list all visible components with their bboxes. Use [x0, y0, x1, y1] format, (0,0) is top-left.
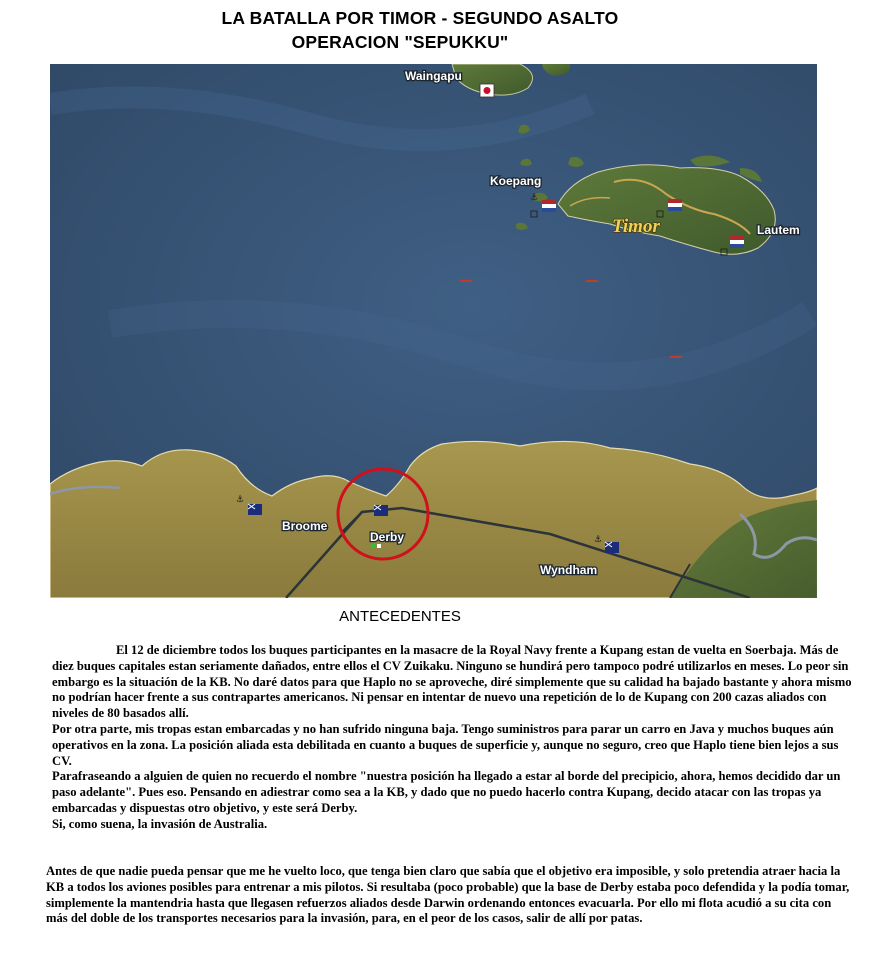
- paragraph: Por otra parte, mis tropas estan embarcadas y no han sufrido ninguna baja. Tengo suministros para parar un carro en Java y muchos buques aún operativos en la zona. La posición aliada esta debilitada en cuanto a buques de superficie y, aunque no seguro, creo que Haplo tiene bien lejos a sus CV.: [52, 721, 839, 768]
- netherlands-flag-koepang: [542, 200, 556, 212]
- document-title: LA BATALLA POR TIMOR - SEGUNDO ASALTO: [221, 8, 619, 28]
- paragraph: Si, como suena, la invasión de Australia.: [52, 816, 268, 831]
- label-derby: Derby: [370, 530, 405, 544]
- port-icon: ⚓: [594, 535, 603, 545]
- australia-flag-derby: [374, 505, 388, 516]
- paragraph: Antes de que nadie pueda pensar que me he vuelto loco, que tenga bien claro que sabía que el objetivo era imposible, y solo pretendia atraer hacia la KB a todos los aviones posibles para entrenar a mis pilotos. Si resultaba (poco probable) que la base de Derby estaba poco defendida y la podía tomar, simplemente la mantendria hasta que llegasen refuerzos aliados desde Darwin ordenando entonces evacuarla. Por ello mi flota acudió a su cita con más del doble de los transportes necesarios para la invasión, para, en el peor de los casos, salir de allí por patas.: [46, 864, 850, 926]
- label-waingapu: Waingapu: [405, 69, 462, 83]
- paragraph: Parafraseando a alguien de quien no recuerdo el nombre "nuestra posición ha llegado a estar al borde del precipicio, ahora, hemos decidido dar un paso adelante". Pues eso. Pensando en adiestrar como sea a la KB, y dado que no puedo hacerlo contra Kupang, decido atacar con las tropas ya embarcadas y dispuestas otro objetivo, y este será Derby.: [52, 769, 841, 815]
- netherlands-flag-timor: [668, 199, 682, 211]
- label-lautem: Lautem: [757, 223, 800, 237]
- document-subtitle: OPERACION "SEPUKKU": [291, 32, 509, 52]
- port-icon: ⚓: [530, 193, 539, 203]
- port-icon: ⚓: [236, 495, 245, 505]
- netherlands-flag-lautem: [730, 236, 744, 248]
- map-image: [50, 64, 817, 598]
- australia-flag-broome: [248, 504, 262, 515]
- label-wyndham: Wyndham: [540, 563, 598, 577]
- label-koepang: Koepang: [490, 174, 542, 188]
- australia-flag-wyndham: [605, 542, 619, 553]
- body-text-block-2: [46, 864, 856, 927]
- label-timor: Timor: [612, 216, 660, 237]
- section-heading: ANTECEDENTES: [339, 608, 461, 625]
- label-broome: Broome: [282, 519, 328, 533]
- paragraph: El 12 de diciembre todos los buques participantes en la masacre de la Royal Navy frente a Kupang estan de vuelta en Soerbaja. Más de diez buques capitales estan seriamente dañados, entre ellos el CV Zuikaku. Ninguno se hundirá pero tampoco podré utilizarlos en meses. Lo peor sin embargo es la situación de la KB. No daré datos para que Haplo no se aproveche, diré simplemente que su calidad ha bajado bastante y ahora mismo no podrían hacer frente a sus contrapartes americanos. Ni pensar en intentar de nuevo una repetición de lo de Kupang con 200 cazas aliados con niveles de 80 basados allí.: [52, 643, 852, 721]
- japan-flag-waingapu: [480, 84, 494, 97]
- body-text-block: [52, 643, 852, 833]
